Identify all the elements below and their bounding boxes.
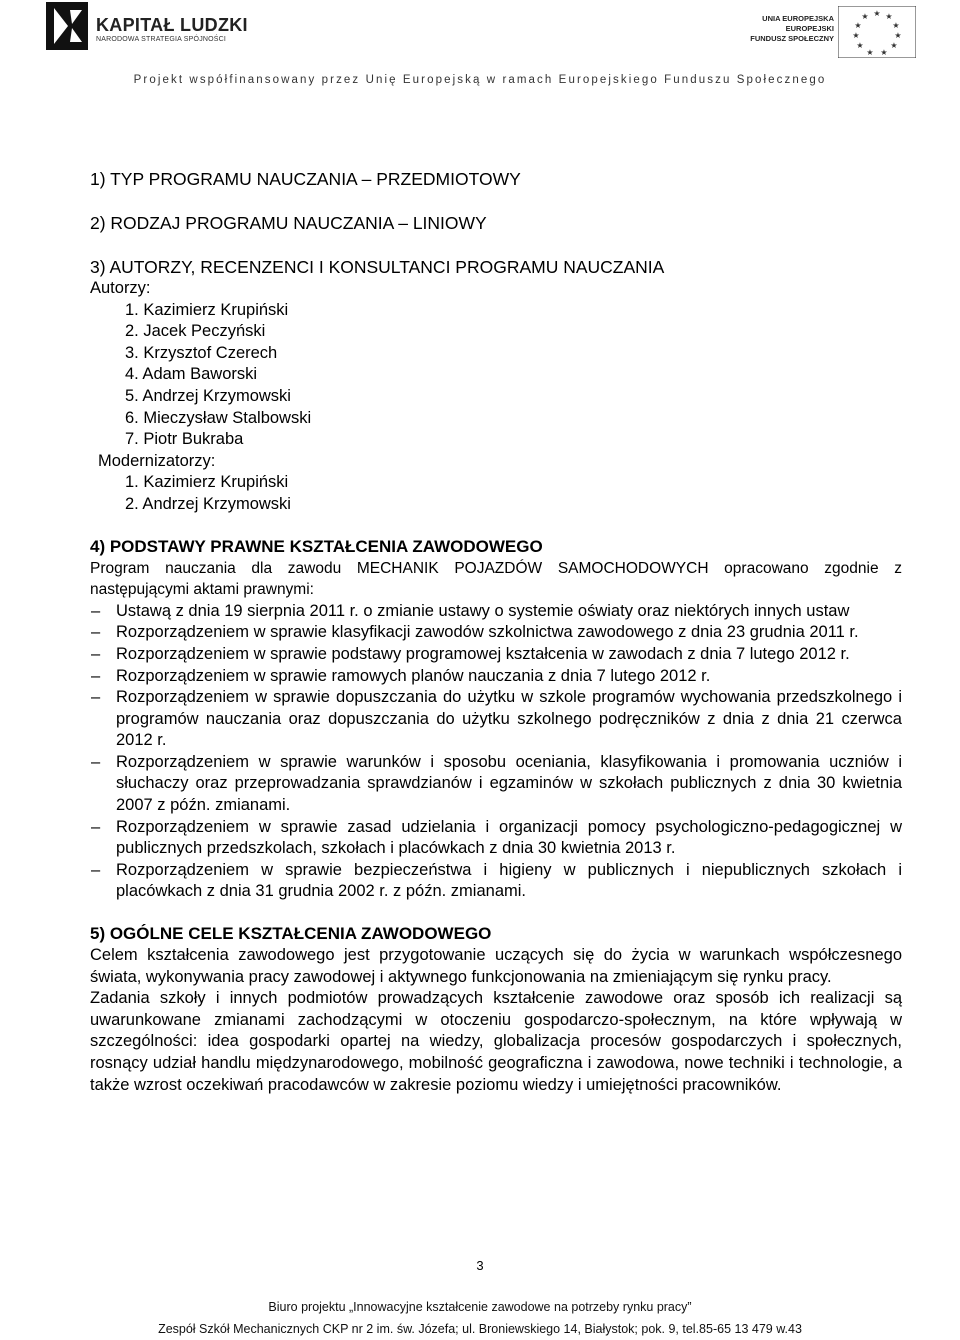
svg-text:★: ★ — [852, 31, 860, 40]
kapital-ludzki-logo — [46, 2, 88, 50]
list-item — [90, 644, 902, 666]
legal-acts-list — [90, 601, 902, 903]
dash-bullet: – — [91, 623, 101, 642]
kapital-ludzki-title: KAPITAŁ LUDZKI — [96, 15, 248, 35]
page-header — [0, 0, 960, 100]
eu-flag-icon — [838, 6, 916, 58]
list-item: 2. Jacek Peczyński — [125, 322, 266, 341]
section5-title: 5) OGÓLNE CELE KSZTAŁCENIA ZAWODOWEGO — [90, 924, 492, 944]
svg-text:★: ★ — [866, 48, 874, 57]
list-item — [90, 601, 902, 623]
dash-bullet: – — [91, 688, 101, 707]
list-item — [90, 817, 902, 860]
svg-text:★: ★ — [890, 41, 898, 50]
svg-text:★: ★ — [892, 21, 900, 30]
eu-line1: UNIA EUROPEJSKA — [762, 14, 834, 23]
section1-title: 1) TYP PROGRAMU NAUCZANIA – PRZEDMIOTOWY — [90, 169, 521, 189]
dash-bullet: – — [91, 601, 101, 620]
legal-act-text: Rozporządzeniem w sprawie bezpieczeństwa i higieny w publicznych i niepublicznych szkołach i placówkach z dnia 31 grudnia 2002 r. z późn. zmianami. — [116, 860, 902, 901]
kapital-ludzki-subtitle: NARODOWA STRATEGIA SPÓJNOŚCI — [96, 36, 227, 43]
section5-paragraph2: Zadania szkoły i innych podmiotów prowadzących kształcenie zawodowe oraz sposób ich realizacji są uwarunkowane zmianami zachodzącymi w otoczeniu gospodarczo-społecznym, na które wpływają w szczególności: idea gospodarki opartej na wiedzy, globalizacja procesów gospodarczych i społecznych, rosnący udział handlu międzynarodowego, mobilność geograficzna i zawodowa, nowe techniki i technologie, a także wzrost oczekiwań pracodawców w zakresie poziomu wiedzy i umiejętności pracowników. — [90, 989, 902, 1094]
legal-act-text: Ustawą z dnia 19 sierpnia 2011 r. o zmianie ustawy o systemie oświaty oraz niektórych innych ustaw — [116, 601, 850, 620]
dash-bullet: – — [91, 666, 101, 685]
section2-title: 2) RODZAJ PROGRAMU NAUCZANIA – LINIOWY — [90, 213, 487, 233]
list-item: 1. Kazimierz Krupiński — [125, 473, 289, 492]
legal-act-text: Rozporządzeniem w sprawie dopuszczania do użytku w szkole programów wychowania przedszkolnego i programów nauczania oraz dopuszczania do użytku szkolnego podręczników z dnia z dnia 21 czerwca 2012 r. — [116, 688, 902, 750]
list-item — [90, 687, 902, 752]
dash-bullet: – — [91, 860, 101, 879]
legal-act-text: Rozporządzeniem w sprawie podstawy programowej kształcenia w zawodach z dnia 7 lutego 2012 r. — [116, 644, 850, 663]
svg-text:★: ★ — [861, 12, 869, 21]
list-item: 1. Kazimierz Krupiński — [125, 300, 289, 319]
legal-act-text: Rozporządzeniem w sprawie klasyfikacji zawodów szkolnictwa zawodowego z dnia 23 grudnia 2011 r. — [116, 623, 859, 642]
list-item — [90, 622, 902, 644]
dash-bullet: – — [91, 752, 101, 771]
document-content — [90, 168, 902, 1096]
section4-title: 4) PODSTAWY PRAWNE KSZTAŁCENIA ZAWODOWEGO — [90, 536, 543, 556]
list-item: 3. Krzysztof Czerech — [125, 343, 278, 362]
kapital-ludzki-text — [96, 16, 248, 43]
eu-text — [750, 14, 834, 44]
list-item: 7. Piotr Bukraba — [125, 430, 244, 449]
list-item — [90, 666, 902, 688]
modernizers-list — [90, 472, 902, 515]
section4-intro: Program nauczania dla zawodu MECHANIK POJAZDÓW SAMOCHODOWYCH opracowano zgodnie z następującymi aktami prawnymi: — [90, 559, 902, 599]
legal-act-text: Rozporządzeniem w sprawie ramowych planów nauczania z dnia 7 lutego 2012 r. — [116, 666, 711, 685]
section5-paragraph1: Celem kształcenia zawodowego jest przygotowanie uczących się do życia w warunkach współczesnego świata, wykonywania pracy zawodowej i aktywnego funkcjonowania na zmieniającym się rynku pracy. — [90, 946, 902, 986]
dash-bullet: – — [91, 817, 101, 836]
svg-text:★: ★ — [880, 48, 888, 57]
page-footer — [0, 1296, 960, 1340]
list-item: 4. Adam Baworski — [125, 365, 258, 384]
footer-line1: Biuro projektu „Innowacyjne kształcenie zawodowe na potrzeby rynku pracy” — [268, 1300, 692, 1314]
authors-list — [90, 300, 902, 451]
section3-title: 3) AUTORZY, RECENZENCI I KONSULTANCI PROGRAMU NAUCZANIA — [90, 257, 665, 277]
svg-text:★: ★ — [854, 21, 862, 30]
list-item: 5. Andrzej Krzymowski — [125, 386, 291, 405]
project-cofinancing-line: Projekt współfinansowany przez Unię Europejską w ramach Europejskiego Funduszu Społecznego — [133, 74, 827, 86]
legal-act-text: Rozporządzeniem w sprawie warunków i sposobu oceniania, klasyfikowania i promowania uczniów i słuchaczy oraz przeprowadzania sprawdzianów i egzaminów w szkołach publicznych z dnia 30 kwietnia 2007 z późn. zmianami. — [116, 752, 902, 815]
dash-bullet: – — [91, 644, 101, 663]
svg-text:★: ★ — [894, 31, 902, 40]
eu-line2: EUROPEJSKI — [785, 24, 834, 33]
modernizers-label: Modernizatorzy: — [98, 451, 216, 470]
list-item: 6. Mieczysław Stalbowski — [125, 408, 312, 427]
svg-text:★: ★ — [885, 12, 893, 21]
list-item — [90, 860, 902, 903]
svg-text:★: ★ — [873, 9, 881, 18]
list-item: 2. Andrzej Krzymowski — [125, 494, 291, 513]
eu-line3: FUNDUSZ SPOŁECZNY — [750, 34, 834, 43]
authors-label: Autorzy: — [90, 279, 151, 297]
svg-text:★: ★ — [856, 41, 864, 50]
page-number: 3 — [476, 1258, 484, 1273]
legal-act-text: Rozporządzeniem w sprawie zasad udzielania i organizacji pomocy psychologiczno-pedagogicznej w publicznych przedszkolach, szkołach i placówkach z dnia 30 kwietnia 2013 r. — [116, 817, 902, 858]
list-item — [90, 752, 902, 817]
footer-line2: Zespół Szkół Mechanicznych CKP nr 2 im. św. Józefa; ul. Broniewskiego 14, Białystok; pok. 9, tel.85-65 13 479 w.43 — [158, 1322, 802, 1336]
